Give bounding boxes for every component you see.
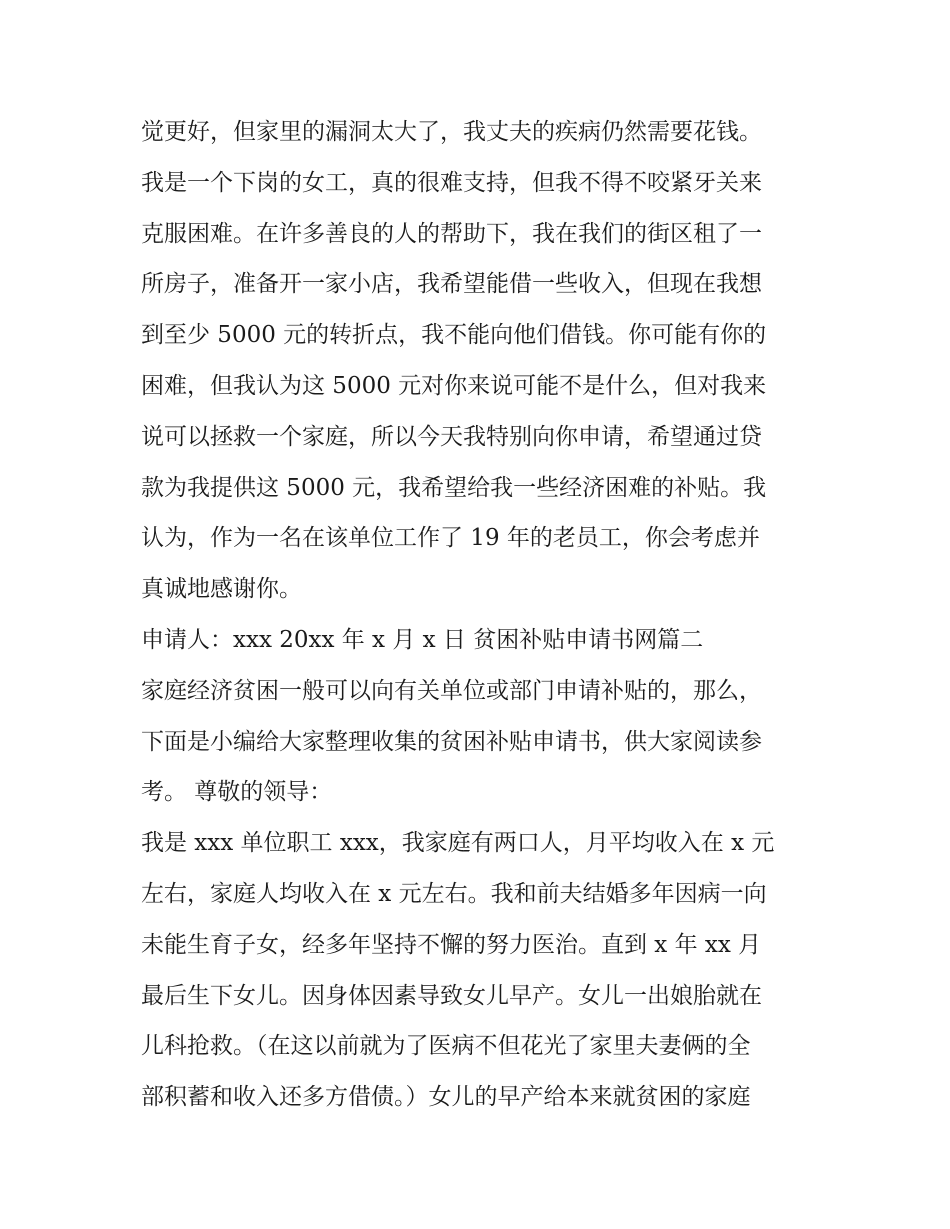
text-line-16: 左右，家庭人均收入在 x 元左右。我和前夫结婚多年因病一向 — [141, 880, 767, 907]
salutation-line: 考。 尊敬的领导： — [141, 779, 333, 806]
text-line-5: 到至少 5000 元的转折点，我不能向他们借钱。你可能有你的 — [141, 322, 767, 349]
text-line-18: 最后生下女儿。因身体因素导致女儿早产。女儿一出娘胎就在 — [141, 982, 762, 1009]
text-line-13: 下面是小编给大家整理收集的贫困补贴申请书，供大家阅读参 — [141, 728, 762, 755]
text-line-9: 认为，作为一名在该单位工作了 19 年的老员工，你会考虑并 — [141, 525, 760, 552]
body-text — [141, 107, 821, 1123]
text-line-3: 克服困难。在许多善良的人的帮助下，我在我们的街区租了一 — [141, 220, 762, 247]
text-line-6: 困难，但我认为这 5000 元对你来说可能不是什么，但对我来 — [141, 372, 767, 399]
text-line-17: 未能生育子女，经多年坚持不懈的努力医治。直到 x 年 xx 月 — [141, 931, 762, 958]
text-line-10: 真诚地感谢你。 — [141, 576, 302, 603]
text-line-12: 家庭经济贫困一般可以向有关单位或部门申请补贴的，那么， — [141, 677, 762, 704]
text-line-19: 儿科抢救。（在这以前就为了医病不但花光了家里夫妻俩的全 — [141, 1033, 751, 1060]
text-line-2: 我是一个下岗的女工，真的很难支持，但我不得不咬紧牙关来 — [141, 169, 762, 196]
applicant-signature-line: 申请人：xxx 20xx 年 x 月 x 日 贫困补贴申请书网篇二 — [141, 626, 704, 653]
text-line-8: 款为我提供这 5000 元，我希望给我一些经济困难的补贴。我 — [141, 474, 767, 501]
text-line-20: 部积蓄和收入还多方借债。）女儿的早产给本来就贫困的家庭 — [141, 1084, 751, 1111]
text-line-15: 我是 xxx 单位职工 xxx，我家庭有两口人，月平均收入在 x 元 — [141, 830, 775, 857]
text-line-7: 说可以拯救一个家庭，所以今天我特别向你申请，希望通过贷 — [141, 423, 762, 450]
text-line-4: 所房子，准备开一家小店，我希望能借一些收入，但现在我想 — [141, 271, 762, 298]
text-line-1: 觉更好，但家里的漏洞太大了，我丈夫的疾病仍然需要花钱。 — [141, 119, 762, 145]
